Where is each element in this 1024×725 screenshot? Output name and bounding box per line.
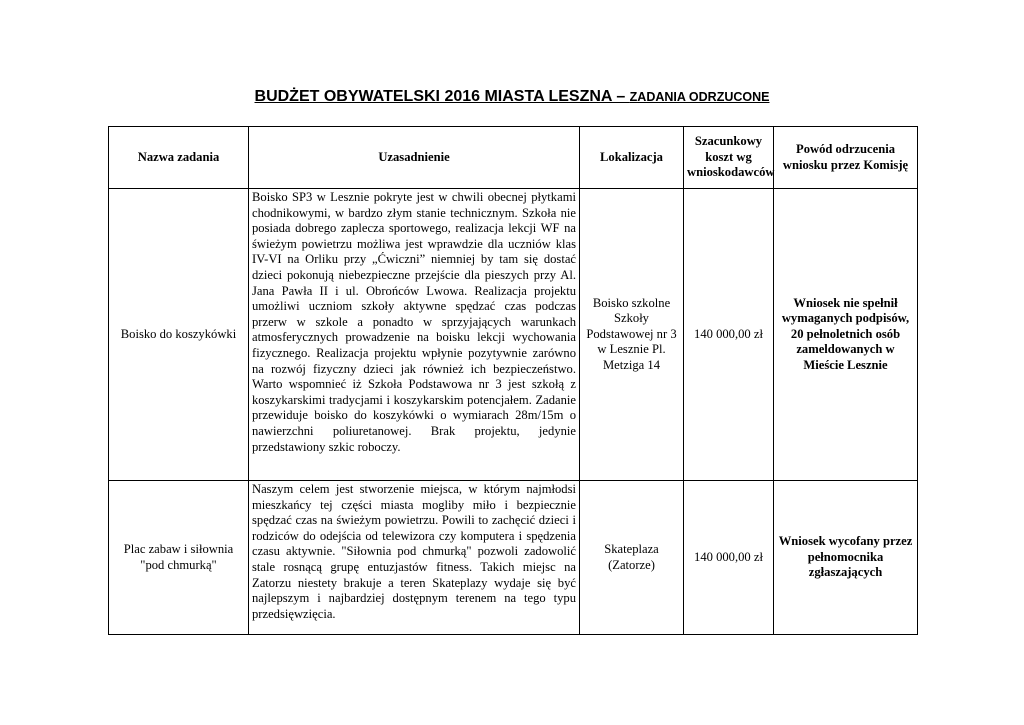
cell-justification: Boisko SP3 w Lesznie pokryte jest w chwili obecnej płytkami chodnikowymi, w bardzo złym stanie technicznym. Szkoła nie posiada dobrego zaplecza sportowego, realizacja lekcji WF na świeżym powietrzu możliwa jest wprawdzie dla uczniów klas IV-VI na Orliku przy „Ćwiczni” niemniej by tam się dostać dzieci pokonują niebezpieczne przejście dla pieszych przy Al. Jana Pawła II i ul. Obrońców Lwowa. Realizacja projektu umożliwi uczniom szkoły aktywne spędzać czas podczas przerw w szkole a ponadto w sprzyjających warunkach atmosferycznych prowadzenie na boisku lekcji wychowania fizycznego. Realizacja projektu wpłynie pozytywnie zarówno na rozwój fizyczny dzieci jak również ich bezpieczeństwo. Warto wspomnieć iż Szkoła Podstawowa nr 3 jest szkołą z koszykarskimi tradycjami i koszykarskim potencjałem. Zadanie przewiduje boisko do koszykówki o wymiarach 28m/15m o nawierzchni poliuretanowej. Brak projektu, jedynie przedstawiony szkic roboczy. (249, 189, 580, 481)
cell-task-name: Plac zabaw i siłownia "pod chmurką" (109, 481, 249, 635)
cell-rejection-reason: Wniosek nie spełnił wymaganych podpisów, 20 pełnoletnich osób zameldowanych w Mieście Lesznie (774, 189, 918, 481)
header-justification: Uzasadnienie (249, 127, 580, 189)
cell-cost: 140 000,00 zł (684, 189, 774, 481)
header-task-name: Nazwa zadania (109, 127, 249, 189)
title-sub: ZADANIA ODRZUCONE (629, 90, 770, 104)
table-header-row (109, 127, 918, 189)
cell-location: Boisko szkolne Szkoły Podstawowej nr 3 w Lesznie Pl. Metziga 14 (580, 189, 684, 481)
header-estimated-cost: Szacunkowy koszt wg wnioskodawców (684, 127, 774, 189)
title-main: BUDŻET OBYWATELSKI 2016 MIASTA LESZNA – (254, 88, 630, 105)
table-row (109, 481, 918, 635)
table-row (109, 189, 918, 481)
cell-rejection-reason: Wniosek wycofany przez pełnomocnika zgłaszających (774, 481, 918, 635)
cell-task-name: Boisko do koszykówki (109, 189, 249, 481)
cell-cost: 140 000,00 zł (684, 481, 774, 635)
header-location: Lokalizacja (580, 127, 684, 189)
header-rejection-reason: Powód odrzucenia wniosku przez Komisję (774, 127, 918, 189)
page-title (0, 88, 1024, 106)
cell-location: Skateplaza (Zatorze) (580, 481, 684, 635)
rejected-tasks-table (108, 126, 918, 635)
cell-justification: Naszym celem jest stworzenie miejsca, w którym najmłodsi mieszkańcy tej części miasta mogliby miło i bezpiecznie spędzać czas na świeżym powietrzu. Powili to zachęcić dzieci i rodziców do odejścia od telewizora czy komputera i spędzenia czasu aktywnie. "Siłownia pod chmurką" pozwoli zadowolić stale rosnącą grupę entuzjastów fitness. Takich miejsc na Zatorzu niestety brakuje a teren Skateplazy wydaje się być najlepszym i najbardziej dostępnym terenem na tego typu przedsięwzięcia. (249, 481, 580, 635)
